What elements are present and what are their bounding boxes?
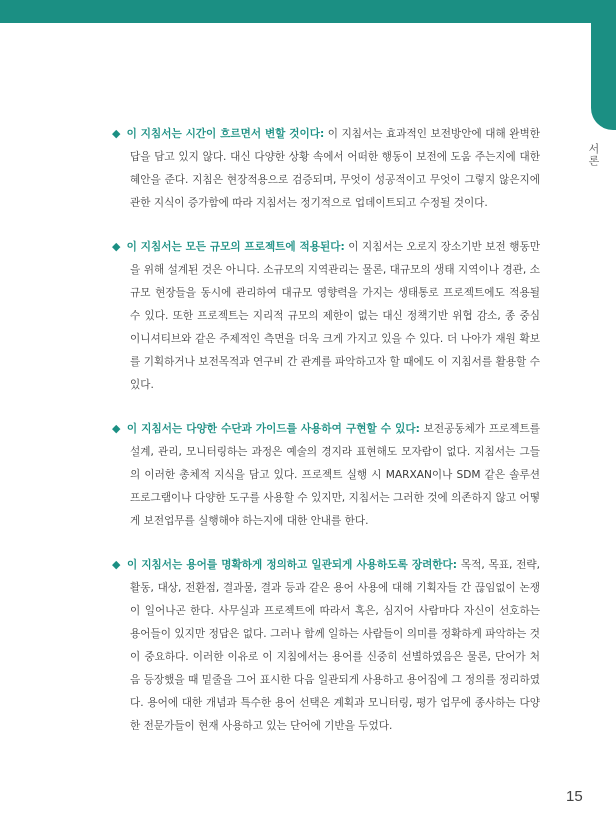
paragraph-body: 이 지침서는 효과적인 보전방안에 대해 완벽한 답을 담고 있지 않다. 대신 다양한 상황 속에서 어떠한 행동이 보전에 도움 주는지에 대한 혜안을 준다. 지침은 현장적용으로 검증되며, 무엇이 성공적이고 무엇이 그렇지 않은지에 관한 지식이 증가함에 따라 지침서는 정기적으로 업데이트되고 수정될 것이다. xyxy=(130,128,540,209)
side-chapter-tab xyxy=(591,0,616,130)
paragraph-body: 이 지침서는 오로지 장소기반 보전 행동만을 위해 설계된 것은 아니다. 소규모의 지역관리는 물론, 대규모의 생태 지역이나 경관, 소규모 현장들을 동시에 관리하여 대규모 영향력을 가지는 생태통로 프로젝트에도 적용될 수 있다. 또한 프로젝트는 지리적 규모의 제한이 없는 대신 정책기반 위협 감소, 종 중심 이니셔티브와 같은 주제적인 측면을 더욱 크게 가지고 있을 수 있다. 더 나아가 재원 확보를 기획하거나 보전목적과 연구비 간 관계를 파악하고자 할 때에도 이 지침서를 활용할 수 있다. xyxy=(130,241,540,391)
section-3 xyxy=(112,417,540,533)
paragraph-lead: 이 지침서는 다양한 수단과 가이드를 사용하여 구현할 수 있다: xyxy=(126,423,420,435)
main-content xyxy=(112,122,540,758)
paragraph xyxy=(112,417,540,533)
paragraph-lead: 이 지침서는 시간이 흐르면서 변할 것이다: xyxy=(126,128,325,140)
section-2 xyxy=(112,235,540,397)
paragraph xyxy=(112,122,540,215)
paragraph-body: 보전공동체가 프로젝트를 설계, 관리, 모니터링하는 과정은 예술의 경지라 표현해도 모자람이 없다. 지침서는 그들의 이러한 총체적 지식을 담고 있다. 프로젝트 실행 시 MARXAN이나 SDM 같은 솔루션 프로그램이나 다양한 도구를 사용할 수 있지만, 지침서는 그러한 것에 의존하지 않고 어떻게 보전업무를 실행해야 하는지에 대한 안내를 한다. xyxy=(130,423,540,527)
diamond-icon: ◆ xyxy=(112,422,121,435)
paragraph-lead: 이 지침서는 모든 규모의 프로젝트에 적용된다: xyxy=(126,241,345,253)
diamond-icon: ◆ xyxy=(112,127,121,140)
diamond-icon: ◆ xyxy=(112,558,121,571)
paragraph xyxy=(112,235,540,397)
top-accent-bar xyxy=(0,0,616,23)
chapter-label: 서론 xyxy=(587,143,600,167)
section-1 xyxy=(112,122,540,215)
page-number: 15 xyxy=(566,788,583,805)
section-4 xyxy=(112,553,540,738)
paragraph-body: 목적, 목표, 전략, 활동, 대상, 전환점, 결과물, 결과 등과 같은 용어 사용에 대해 기획자들 간 끊임없이 논쟁이 일어나곤 한다. 사무실과 프로젝트에 따라서 혹은, 심지어 사람마다 자신이 선호하는 용어들이 있지만 정답은 없다. 그러나 함께 일하는 사람들이 의미를 정확하게 파악하는 것이 중요하다. 이러한 이유로 이 지침에서는 용어를 신중히 선별하였음은 물론, 단어가 처음 등장했을 때 밑줄을 그어 표시한 다음 일관되게 사용하고 용어집에 그 정의를 정리하였다. 용어에 대한 개념과 특수한 용어 선택은 계획과 모니터링, 평가 업무에 종사하는 다양한 전문가들이 현재 사용하고 있는 단어에 기반을 두었다. xyxy=(130,559,541,732)
diamond-icon: ◆ xyxy=(112,240,121,253)
paragraph xyxy=(112,553,540,738)
paragraph-lead: 이 지침서는 용어를 명확하게 정의하고 일관되게 사용하도록 장려한다: xyxy=(126,559,458,571)
